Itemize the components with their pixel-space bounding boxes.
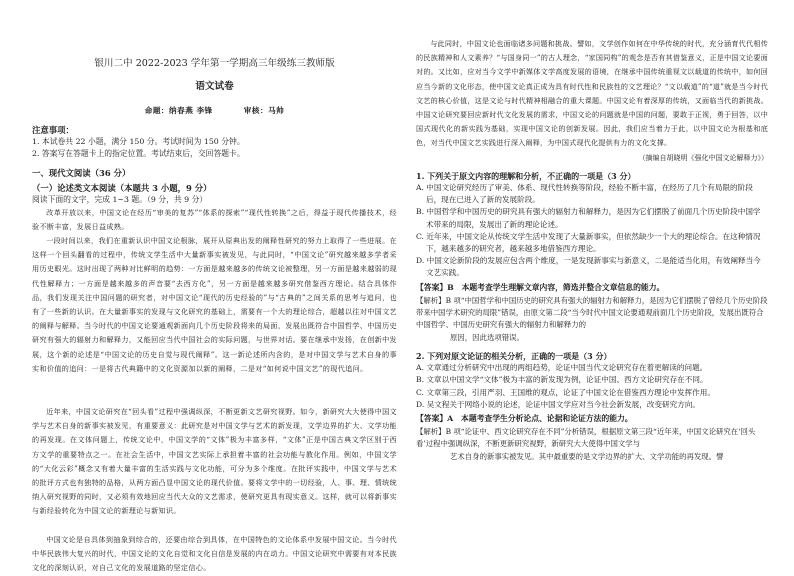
- answer-line: 【答案】B 本题考查学生理解文章内容，筛选并整合文章信息的能力。: [416, 282, 665, 292]
- author-line: [32, 105, 397, 116]
- passage-paragraph: 改革开放以来，中国文论在经历“审美的复苏”“体系的探索”“现代性转换”之后，得益于现代传播技术，经验不断丰富，发展日益成熟。: [32, 207, 397, 231]
- instruction: 阅读下面的文字，完成 1~3 题。（9 分，共 9 分）: [32, 195, 208, 204]
- reviewer: 审核：马帅: [243, 106, 285, 115]
- question-option: C. 近年来，中国文论从传统文学生活中发现了大量新事实，但依然缺少一个大的理论综合。在这种情况下，越来越多的研究者，越来越多地借鉴西方理论。: [416, 231, 761, 254]
- notice-heading: 注意事项：: [32, 125, 74, 135]
- passage-source: （摘编自胡晓明《强化中国文论解释力》）: [638, 154, 768, 162]
- left-column: [32, 0, 397, 573]
- author: 命题：纳春燕 李锋: [144, 106, 213, 115]
- exam-subtitle: 语文试卷: [195, 81, 234, 92]
- explanation-line: 艺术自身的新事实被发见。其中最重要的是文学边界的扩大、文学功能的再发现。譬: [450, 451, 724, 461]
- passage-paragraph: 一段时间以来，我们在重新认识中国文论根脉，展开从原典出发的阐释性研究的努力上取得了一些进展。在这样一个回头翻看的过程中，传统文学生活中大量新事实被发见，与此同时，“中国文论”研究越来越多学者采用历史眼光。这时出现了两种对比鲜明的趋势：一方面是越来越多的传统文论被整理，另一方面是越来越弱的现代性解释力；一方面是越来越多的声音要“去西方化”，另一方面是越来越多研究借鉴西方理论。结合具体作品，我们发现关注中国问题的研究者，对中国文论“现代的历史经验的”与“古典的”之间关系的思考与追问，也有了一些新的认识。在大量新事实的发现与文化研究的基础上，需要有一个大的理论综合，超越以往对中国文艺的阐释与解释。当今时代的中国文论要通观新面向几个历史阶段将来的局面，发展出既符合中国哲学、中国历史研究有强大的辐射力和解释力，又能回应当代中国社会的实际问题，与世界对话。要在继承中发扬，在创新中发展，这个新的论述是“中国文论的历史自觉与现代阐释”。这一新论述所内含的，是对中国文学与艺术自身的事实和价值的追问：一是将古代典籍中的文化资源加以新的阐释，二是对“如何说中国文艺”的现代追问。: [32, 235, 397, 373]
- notice-item: 2. 答案写在答题卡上的指定位置。考试结束后，交回答题卡。: [32, 148, 245, 158]
- question-option: B. 中国哲学和中国历史的研究具有强大的辐射力和解释力，是因为它们摆脱了前面几个历史阶段中国学术带来的局限，发展出了新的理论论述。: [416, 207, 761, 229]
- question-option: C. 文章第三段，引用严羽、王国维的观点，论证了中国文论在借鉴西方理论中发挥作用。: [416, 387, 715, 397]
- question-option: D. 吴文程关于网络小说的论述，论证中国文学应对当今社会新发展，改变研究方向。: [416, 399, 701, 409]
- passage-paragraph: 中国文论是自具体到抽象到综合的，还要由综合到具体，在中国特色的文论体系中发展中国文论。当今时代中华民族伟大复兴的时代，中国文论的文化自觉和文化自信是发展的内在动力。中国文论研究中需要有对本民族文化的深刻认识，对自己文化的发展道路的坚定信心。: [32, 534, 397, 573]
- notice-item: 1. 本试卷共 22 小题，满分 150 分。考试时间为 150 分钟。: [32, 137, 245, 146]
- question-option: B. 文章以中国文学“文体”极为丰富的新发现为例，论证中国、西方文论研究存在不同。: [416, 375, 708, 385]
- explanation-line: 原因，因此选项错误。: [450, 332, 524, 342]
- question-option: D. 中国文论新阶段的发展应包含两个维度，一是发现新事实与新意义，二是能适当化用，有效阐释当今文艺实践。: [416, 256, 761, 278]
- question-option: A. 文章通过分析研究中出现的两组趋势，论证中国当代文论研究存在着更解读的问题。: [416, 363, 708, 373]
- question-stem: 1. 下列关于原文内容的理解和分析，不正确的一项是（3 分）: [416, 171, 636, 181]
- passage-paragraph: 近年来，中国文论研究在“回头看”过程中强调纵深，不断更新文艺研究视野。如今，新研究大大使得中国文学与艺术自身的新事实被发见，有重要意义：此研究是对中国文学与艺术的新发现，文学边界的扩大、文学功能的再发现。在文体问题上，传统文论中，中国文学的“文体”极为丰富多样，“文体”正是中国古典文学区别于西方文学的重要特点之一。在社会生活中，中国文艺实际上承担着丰富的社会功能与教化作用。例如，中国文学的“大化云彩”概念又有着大量丰富的生活实践与文化功能，可分为多个维度。在批评实践中，中国文学与艺术的批评方式也有独特的品格，从两方面凸显中国文论的现代价值。要将文学中的一切经验，人、事、理、情统统纳入研究视野的同时，又必须有效地回应当代大众的文艺需求，使研究更具有现实意义。这样，就可以将新事实与新经验转化为中国文论的新理论与新知识。: [32, 406, 397, 516]
- exam-title: 银川二中 2022-2023 学年第一学期高三年级练三教师版: [94, 58, 335, 69]
- explanation: 【解析】B 项“中国哲学和中国历史的研究具有强大的辐射力和解释力，是因为它们摆脱了曾经几个历史阶段带来中国学术研究的局限”错误，由原文第二段“当今时代中国文论要通观前面几个历史阶段，发展出既符合中国哲学、中国历史研究有强大的辐射力和解释力的: [416, 295, 768, 330]
- explanation: 【解析】B 项“论证中、西文论研究存在不同”分析错误，根据原文第三段“近年来，中国文论研究在‘回头看’过程中强调纵深，不断更新研究视野，新研究大大使得中国文学与: [416, 427, 756, 449]
- right-column: [416, 0, 768, 463]
- answer-line: 【答案】A 本题考查学生分析论点、论据和论证方法的能力。: [416, 414, 633, 424]
- passage-paragraph: 与此同时，中国文论也面临诸多问题和挑战。譬如，文学创作如何在中华传统的时代，充分涵育代代相传的民族精神和人文素养？“与国身同一”的古人理念，“家国同构”的观念是否有其借鉴意义，正是中国文论要面对的。又比如，应对当今文学中新媒体文学高度发展的语境，在继承中国传统重视文以载道的传统中，如何回应当今新的文化形态，使中国文论真正成为具有时代性和民族性的文艺理论？“文以载道”的“道”就是当今时代文艺的核心价值，这是文论与时代精神相融合的重大课题。中国文论有着深厚的传统，又面临当代的新挑战。中国文论研究要回应新时代文化发展的需求，中国文论的问题就是中国的问题，要敢于正视，勇于回答，以中国式现代化的新实践为基础，实现中国文论的创新发展。因此，我们应当着力于此，以中国文论为根基和底色，对当代中国文艺实践进行深入阐释，为中国式现代化提供有力的文化支撑。: [416, 39, 768, 148]
- question-stem: 2. 下列对原文论证的相关分析，正确的一项是（3 分）: [416, 351, 612, 362]
- question-option: A. 中国文论研究经历了审美、体系、现代性转换等阶段，经验不断丰富，在经历了几个有局限的阶段后，现在已进入了新的发展阶段。: [416, 183, 753, 205]
- subsection-heading: （一）论述类文本阅读（本题共 3 小题，9 分）: [32, 183, 212, 193]
- section-heading: 一、现代文阅读（36 分）: [32, 168, 131, 178]
